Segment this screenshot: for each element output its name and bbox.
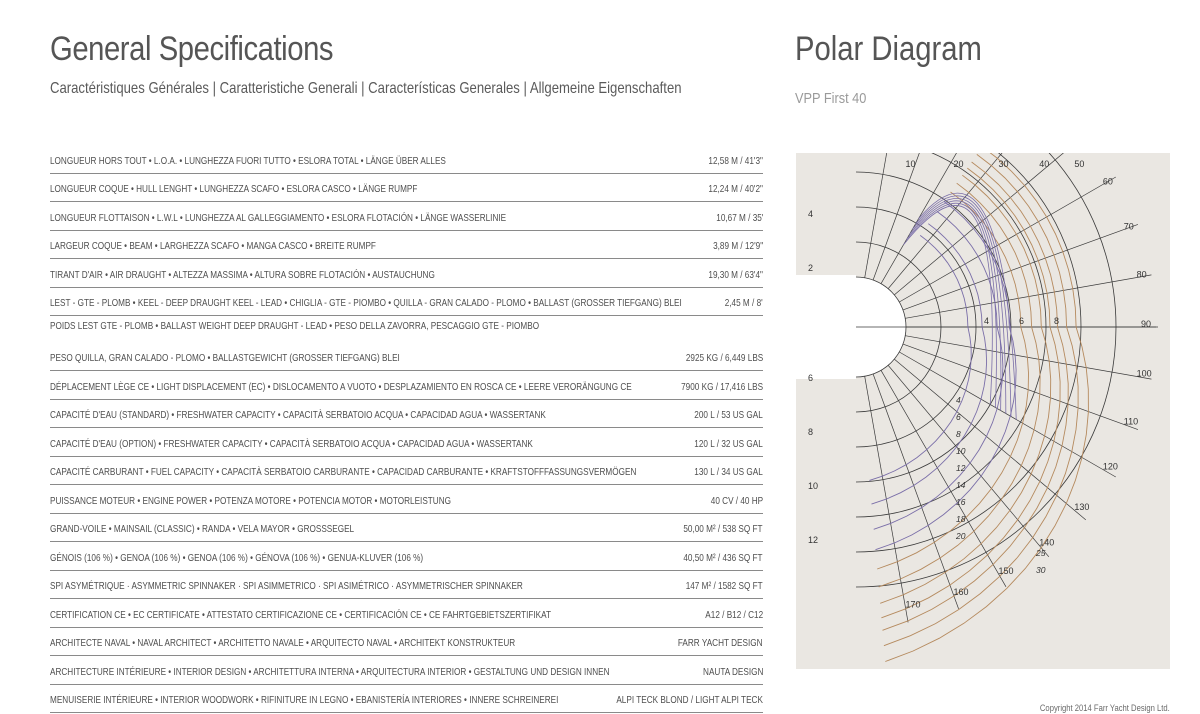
spec-label: GÉNOIS (106 %) • GENOA (106 %) • GENOA (106 %) • GÉNOVA (106 %) • GENUA-KLUVER (106 %): [50, 551, 424, 564]
wind-speed-label: 14: [956, 480, 966, 490]
angle-label: 100: [1136, 368, 1152, 379]
copyright-text: Copyright 2014 Farr Yacht Design Ltd.: [1040, 703, 1170, 713]
spec-value: 3,89 M / 12'9": [712, 240, 763, 252]
spec-row: [50, 571, 763, 600]
speed-label: 6: [808, 373, 814, 383]
spec-row: [50, 202, 763, 231]
angle-label: 140: [1039, 537, 1055, 548]
angle-label: 110: [1123, 416, 1139, 427]
spec-row: [50, 288, 763, 317]
angle-label: 80: [1136, 269, 1147, 280]
wind-speed-label: 12: [956, 463, 966, 473]
spec-value: 2925 KG / 6,449 LBS: [685, 352, 763, 364]
angle-label: 170: [905, 599, 921, 610]
spec-label: PESO QUILLA, GRAN CALADO - PLOMO • BALLASTGEWICHT (GROSSER TIEFGANG) BLEI: [50, 352, 400, 364]
page-subtitle: Caractéristiques Générales | Caratteristiche Generali | Características Generales | Allgemeine Eigenschaften: [50, 80, 682, 97]
page-title: General Specifications: [50, 30, 334, 68]
angle-line: [865, 153, 908, 278]
spec-value: 50,00 M² / 538 SQ FT: [683, 523, 763, 535]
spec-row: [50, 428, 763, 457]
angle-label: 60: [1102, 176, 1113, 187]
spec-value: 7900 KG / 17,416 LBS: [681, 380, 763, 393]
spec-row: [50, 599, 763, 628]
wind-speed-label: 25: [1036, 548, 1046, 558]
angle-line: [903, 344, 1138, 430]
speed-label: 2: [808, 263, 814, 273]
speed-label: 12: [808, 535, 819, 545]
spec-label: LONGUEUR COQUE • HULL LENGHT • LUNGHEZZA SCAFO • ESLORA CASCO • LÄNGE RUMPF: [50, 183, 418, 195]
spec-label: MENUISERIE INTÉRIEURE • INTERIOR WOODWORK • RIFINITURE IN LEGNO • EBANISTERÍA INTERIORES • INNERE SCHREINEREI: [50, 694, 559, 706]
spec-value: 10,67 M / 35': [715, 211, 763, 224]
angle-label: 30: [998, 159, 1009, 169]
spec-value: 12,24 M / 40'2": [708, 183, 763, 195]
polar-hub-mask: [796, 275, 856, 379]
spec-row: [50, 371, 763, 400]
spec-row: [50, 316, 763, 371]
spec-row: [50, 685, 763, 714]
angle-label: 120: [1102, 461, 1118, 472]
spec-label: LONGUEUR HORS TOUT • L.O.A. • LUNGHEZZA FUORI TUTTO • ESLORA TOTAL • LÄNGE ÜBER ALLES: [50, 154, 446, 167]
polar-upwind-curve: [907, 203, 997, 407]
spec-value: 200 L / 53 US GAL: [694, 409, 763, 421]
angle-label: 20: [953, 159, 964, 169]
spec-label: ARCHITECTURE INTÉRIEURE • INTERIOR DESIGN • ARCHITETTURA INTERNA • ARQUITECTURA INTERIOR • GESTALTUNG UND DESIGN INNEN: [50, 665, 610, 678]
ring-value-label: 8: [1054, 316, 1060, 326]
spec-label: TIRANT D'AIR • AIR DRAUGHT • ALTEZZA MASSIMA • ALTURA SOBRE FLOTACIÓN • AUSTAUCHUNG: [50, 268, 435, 281]
speed-label: 10: [808, 481, 819, 491]
spec-row: [50, 174, 763, 203]
polar-subtitle: VPP First 40: [795, 90, 867, 107]
spec-row: [50, 485, 763, 514]
wind-speed-label: 10: [956, 446, 966, 456]
angle-label: 130: [1074, 502, 1090, 513]
polar-title: Polar Diagram: [795, 30, 982, 68]
spec-table: [50, 145, 763, 713]
spec-label: GRAND-VOILE • MAINSAIL (CLASSIC) • RANDA • VELA MAYOR • GROSSSEGEL: [50, 523, 355, 535]
angle-label: 10: [905, 159, 916, 169]
angle-label: 160: [953, 586, 969, 597]
spec-label: CAPACITÉ CARBURANT • FUEL CAPACITY • CAPACITÀ SERBATOIO CARBURANTE • CAPACIDAD CARBURANTE • KRAFTSTOFFFASSUNGSVERMÖGEN: [50, 466, 637, 478]
spec-label: SPI ASYMÉTRIQUE · ASYMMETRIC SPINNAKER · SPI ASIMMETRICO · SPI ASIMÉTRICO · ASYMMETRISCHER SPINNAKER: [50, 580, 523, 592]
wind-speed-label: 30: [1036, 565, 1046, 575]
spec-value: 2,45 M / 8': [725, 297, 763, 309]
spec-value: 40,50 M² / 436 SQ FT: [683, 551, 763, 564]
angle-label: 50: [1074, 159, 1085, 169]
wind-speed-label: 18: [956, 514, 966, 524]
polar-speed-curve: [874, 211, 1003, 529]
spec-row: [50, 145, 763, 174]
spec-row: [50, 231, 763, 260]
polar-chart: [796, 153, 1170, 669]
angle-label: 150: [998, 565, 1014, 576]
wind-speed-label: 8: [956, 429, 961, 439]
spec-row: [50, 259, 763, 288]
angle-line: [894, 153, 1086, 295]
spec-row: [50, 542, 763, 571]
speed-label: 8: [808, 427, 814, 437]
polar-diagram: [796, 153, 1170, 669]
spec-row: [50, 400, 763, 429]
wind-speed-label: 6: [956, 412, 961, 422]
spec-value: FARR YACHT DESIGN: [678, 637, 763, 649]
spec-label: CERTIFICATION CE • EC CERTIFICATE • ATTESTATO CERTIFICAZIONE CE • CERTIFICACIÓN CE • CE FAHRTGEBIETSZERTIFIKAT: [50, 608, 551, 621]
spec-label: CAPACITÉ D'EAU (OPTION) • FRESHWATER CAPACITY • CAPACITÀ SERBATOIO ACQUA • CAPACIDAD AGUA • WASSERTANK: [50, 437, 533, 450]
speed-label: 4: [808, 209, 814, 219]
polar-upwind-curve: [916, 196, 1012, 417]
spec-value: 40 CV / 40 HP: [710, 494, 763, 507]
angle-line: [894, 359, 1086, 520]
angle-label: 40: [1039, 159, 1050, 169]
spec-value: NAUTA DESIGN: [702, 665, 763, 678]
spec-label: LARGEUR COQUE • BEAM • LARGHEZZA SCAFO • MANGA CASCO • BREITE RUMPF: [50, 240, 376, 252]
spec-value: 19,30 M / 63'4": [708, 268, 763, 281]
spec-value: 147 M² / 1582 SQ FT: [686, 580, 763, 592]
spec-value: ALPI TECK BLOND / LIGHT ALPI TECK: [616, 694, 763, 706]
angle-line: [903, 221, 1138, 310]
angle-label: 70: [1123, 221, 1134, 232]
spec-label: ARCHITECTE NAVAL • NAVAL ARCHITECT • ARCHITETTO NAVALE • ARQUITECTO NAVAL • ARCHITEKT KONSTRUKTEUR: [50, 637, 516, 649]
spec-row: [50, 656, 763, 685]
wind-speed-label: 16: [956, 497, 966, 507]
spec-value: 12,58 M / 41'3": [708, 154, 763, 167]
angle-line: [873, 374, 959, 609]
wind-speed-label: 20: [956, 531, 966, 541]
spec-label-line1: POIDS LEST GTE - PLOMB • BALLAST WEIGHT DEEP DRAUGHT - LEAD • PESO DELLA ZAVORRA, PESCAGGIO GTE - PIOMBO: [50, 320, 540, 332]
spec-row: [50, 514, 763, 543]
ring-value-label: 4: [984, 316, 990, 326]
angle-label: 90: [1141, 319, 1152, 329]
spec-label: PUISSANCE MOTEUR • ENGINE POWER • POTENZA MOTORE • POTENCIA MOTOR • MOTORLEISTUNG: [50, 494, 452, 507]
spec-value: A12 / B12 / C12: [705, 608, 763, 621]
spec-value: 120 L / 32 US GAL: [694, 437, 763, 450]
spec-row: [50, 628, 763, 657]
spec-value: 130 L / 34 US GAL: [694, 466, 763, 478]
ring-value-label: 6: [1019, 316, 1025, 326]
wind-speed-label: 4: [956, 395, 961, 405]
spec-label: CAPACITÉ D'EAU (STANDARD) • FRESHWATER CAPACITY • CAPACITÀ SERBATOIO ACQUA • CAPACIDAD AGUA • WASSERTANK: [50, 409, 546, 421]
spec-label: DÉPLACEMENT LÈGE CE • LIGHT DISPLACEMENT (EC) • DISLOCAMENTO A VUOTO • DESPLAZAMIENTO EN ROSCA CE • LEERE VERORÄNGUNG CE: [50, 380, 632, 393]
spec-row: [50, 457, 763, 486]
spec-label: LONGUEUR FLOTTAISON • L.W.L • LUNGHEZZA AL GALLEGGIAMENTO • ESLORA FLOTACIÓN • LÄNGE WASSERLINIE: [50, 211, 507, 224]
spec-label: LEST - GTE - PLOMB • KEEL - DEEP DRAUGHT KEEL - LEAD • CHIGLIA - GTE - PIOMBO • QUILLA - GRAN CALADO - PLOMO • BALLAST (GROSSER TIEFGANG) BLEI: [50, 297, 682, 309]
